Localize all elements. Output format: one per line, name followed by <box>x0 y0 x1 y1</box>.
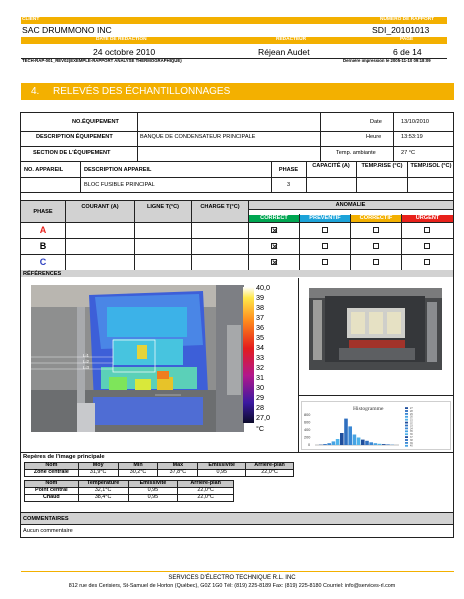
histogram-legend-label: 27 <box>410 407 413 410</box>
marks-cell: 37,8°C <box>158 470 198 477</box>
histogram-bar <box>344 419 348 445</box>
histogram-legend-swatch <box>405 422 408 424</box>
histogram-bar <box>348 426 352 445</box>
page-label: PAGE <box>400 37 414 42</box>
device-phase: 3 <box>286 182 291 188</box>
points-cell: Point central <box>25 488 79 495</box>
points-cell: 0,95 <box>128 495 178 502</box>
phase-a-correct-checkbox[interactable] <box>271 227 277 233</box>
points-cell: 38,4°C <box>78 495 128 502</box>
histogram-legend-label: 29 <box>410 412 413 416</box>
phase-b-urgent-checkbox[interactable] <box>424 243 430 249</box>
date-field-label: Date <box>370 119 382 125</box>
description-label: DESCRIPTION ÉQUIPEMENT <box>36 134 113 140</box>
scale-tick: 33 <box>256 353 264 362</box>
histogram-legend-swatch <box>405 430 408 432</box>
no-equipment-label: NO.ÉQUIPEMENT <box>72 119 119 125</box>
time-value: 13:53:19 <box>401 134 423 140</box>
ambient-value: 27 °C <box>401 150 416 156</box>
histogram-legend-swatch <box>405 416 408 418</box>
thermal-li3-label: Li3 <box>83 365 90 370</box>
doc-code: TECH-RAP-001_REV02(EXEMPLE-RAPPORT ANALYSE THERMOGRAPHIQUE) <box>22 58 182 63</box>
points-header: Emissivité <box>128 481 178 488</box>
marks-cell: 22,0°C <box>246 470 294 477</box>
device-description: BLOC FUSIBLE PRINCIPAL <box>84 182 155 188</box>
histogram-bar <box>386 444 390 445</box>
col-temp-isol: TEMP.ISOL (°C) <box>410 163 452 169</box>
visible-photo <box>309 288 442 370</box>
histogram-legend-swatch <box>405 433 408 435</box>
scale-tick: 27,0 <box>256 413 270 422</box>
points-header: Température <box>78 481 128 488</box>
scale-tick: 29 <box>256 393 264 402</box>
histogram-y-tick: 400 <box>304 428 311 432</box>
marks-header: Min <box>118 463 158 470</box>
histogram-bar <box>357 438 361 446</box>
marks-header: Emissivité <box>198 463 246 470</box>
page-number: 6 de 14 <box>393 47 422 57</box>
histogram-legend-swatch <box>405 436 408 438</box>
report-date: 24 octobre 2010 <box>93 47 156 57</box>
client-label: CLIENT <box>22 17 40 22</box>
histogram-legend-swatch <box>405 439 408 441</box>
date-field-value: 13/10/2010 <box>401 119 429 125</box>
marks-header: Arrière-plan <box>246 463 294 470</box>
marks-header: Max <box>158 463 198 470</box>
current-col-header: COURANT (A) <box>81 204 119 210</box>
histogram-legend-label: 31 <box>410 418 413 422</box>
histogram-legend-swatch <box>405 428 408 430</box>
histogram-bar <box>340 433 344 445</box>
phase-c-urgent-checkbox[interactable] <box>424 259 430 265</box>
histogram-bar <box>353 435 357 446</box>
comments-label: COMMENTAIRES <box>23 516 69 522</box>
phase-c-preventive-checkbox[interactable] <box>322 259 328 265</box>
scale-unit: °C <box>256 424 265 433</box>
line-col-header: LIGNE T(°C) <box>146 204 180 210</box>
phase-c-corrective-checkbox[interactable] <box>373 259 379 265</box>
report-number: SDI_20101013 <box>372 25 430 35</box>
temperature-scale-bar <box>243 287 254 423</box>
histogram-bar <box>382 444 386 445</box>
thermal-li1-label: Li1 <box>83 353 90 358</box>
histogram-legend-label: 32 <box>410 421 413 425</box>
scale-tick: 38 <box>256 303 264 312</box>
histogram-legend-label: 35 <box>410 430 413 434</box>
marks-header: Nom <box>25 463 79 470</box>
section-equipment-label: SECTION DE L'ÉQUIPEMENT <box>33 150 111 156</box>
histogram-legend-swatch <box>405 413 408 415</box>
histogram-legend-swatch <box>405 425 408 427</box>
histogram-bar <box>369 442 373 445</box>
phase-b-corrective-checkbox[interactable] <box>373 243 379 249</box>
histogram-y-tick: 800 <box>304 413 311 417</box>
scale-tick: 30 <box>256 383 264 392</box>
col-phase: PHASE <box>278 167 299 173</box>
histogram-legend-label: 28 <box>410 409 413 413</box>
section-number: 4. <box>31 86 40 97</box>
histogram-y-tick: 0 <box>308 443 311 447</box>
histogram-bar <box>365 441 369 445</box>
points-cell: Chaud <box>25 495 79 502</box>
marks-cell: Zone centrale <box>25 470 79 477</box>
load-col-header: CHARGE T(°C) <box>200 204 240 210</box>
image-marks-table-area <box>24 462 294 477</box>
phase-c-label: C <box>39 257 47 267</box>
image-marks-table-points <box>24 480 234 502</box>
thermal-image <box>31 285 244 432</box>
temperature-scale-labels <box>256 284 284 438</box>
date-label: DATE DE RÉDACTION <box>96 37 147 42</box>
scale-tick: 39 <box>256 293 264 302</box>
histogram-bar <box>361 440 365 445</box>
phase-a-label: A <box>39 225 47 235</box>
histogram-legend-label: 33 <box>410 424 413 428</box>
histogram-legend-swatch <box>405 442 408 444</box>
scale-tick: 40,0 <box>256 283 270 292</box>
thermal-li2-label: Li2 <box>83 359 90 364</box>
scale-tick: 36 <box>256 323 264 332</box>
histogram-legend-swatch <box>405 419 408 421</box>
marks-header: Moy <box>78 463 118 470</box>
marks-cell: 0,95 <box>198 470 246 477</box>
col-temp-rise: TEMP.RISE (°C) <box>361 163 403 169</box>
scale-tick: 32 <box>256 363 264 372</box>
points-cell: 0,95 <box>128 488 178 495</box>
comments-text: Aucun commentaire <box>23 528 73 534</box>
points-header: Nom <box>25 481 79 488</box>
phase-b-correct-checkbox[interactable] <box>271 243 277 249</box>
header-date-band <box>21 37 447 44</box>
histogram-bar <box>374 443 378 445</box>
footer-company: SERVICES D'ÉLECTRO TECHNIQUE R.L. INC <box>168 575 296 581</box>
client-name: SAC DRUMMONO INC <box>22 25 112 35</box>
histogram-legend-label: 37 <box>410 436 413 439</box>
histogram-bar <box>336 439 340 445</box>
author-label: RÉDACTEUR <box>276 37 307 42</box>
footer-address: 812 rue des Cerisiers, St-Samuel de Horton (Québec), G0Z 1G0 Tél: (819) 225-8189 Fax: (819) 225-8180 Courriel: info@services-rl.com <box>68 583 396 589</box>
histogram-legend-label: 34 <box>410 427 413 431</box>
histogram-legend-swatch <box>405 407 408 409</box>
image-marks-title: Repères de l'image principale <box>23 454 105 460</box>
histogram-legend-label: 40 <box>410 444 413 448</box>
histogram-bar <box>327 443 331 445</box>
phase-col-header: PHASE <box>33 209 53 215</box>
phase-a-preventive-checkbox[interactable] <box>322 227 328 233</box>
anomaly-col-header: ANOMALIE <box>335 202 366 208</box>
report-number-label: NUMÉRO DE RAPPORT <box>380 17 435 22</box>
scale-tick: 34 <box>256 343 264 352</box>
histogram-legend-label: 39 <box>410 441 413 445</box>
histogram-legend-label: 30 <box>410 415 413 419</box>
phase-b-label: B <box>39 241 47 251</box>
histogram-bar <box>332 441 336 445</box>
histogram-legend-swatch <box>405 445 408 447</box>
section-title: RELEVÉS DES ÉCHANTILLONNAGES <box>53 86 231 97</box>
scale-tick: 28 <box>256 403 264 412</box>
phase-a-corrective-checkbox[interactable] <box>373 227 379 233</box>
marks-cell: 30,2°C <box>118 470 158 477</box>
histogram-y-tick: 600 <box>304 420 311 425</box>
references-label: RÉFÉRENCES <box>23 270 62 277</box>
anomaly-correct: CORRECT <box>249 215 299 222</box>
phase-c-correct-checkbox[interactable] <box>271 259 277 265</box>
time-label: Heure <box>366 134 382 140</box>
histogram-legend-swatch <box>405 410 408 412</box>
histogram-bar <box>323 444 327 445</box>
histogram-title: Histogramme <box>353 406 384 412</box>
phase-b-preventive-checkbox[interactable] <box>322 243 328 249</box>
anomaly-preventive: PRÉVENTIF <box>300 215 350 222</box>
col-capacity: CAPACITÉ (A) <box>312 163 350 169</box>
anomaly-corrective: CORRECTIF <box>351 215 401 222</box>
anomaly-urgent: URGENT <box>402 215 453 222</box>
col-device-description: DESCRIPTION APPAREIL <box>84 167 152 173</box>
histogram-legend-label: 36 <box>410 433 413 437</box>
points-header: Arrière-plan <box>178 481 234 488</box>
col-device-number: NO. APPAREIL <box>24 167 64 173</box>
points-cell: 32,1°C <box>78 488 128 495</box>
histogram-legend-label: 38 <box>410 438 413 442</box>
histogram-chart <box>301 401 451 450</box>
scale-tick: 37 <box>256 313 264 322</box>
marks-cell: 31,9°C <box>78 470 118 477</box>
scale-tick: 35 <box>256 333 264 342</box>
histogram-bar <box>378 444 382 445</box>
points-cell: 22,0°C <box>178 488 234 495</box>
histogram-y-tick: 200 <box>304 435 311 440</box>
print-date: Dernière impression le 2005-11-10 09:18:09 <box>343 58 431 63</box>
points-cell: 22,0°C <box>178 495 234 502</box>
ambient-label: Temp. ambiante <box>336 150 376 156</box>
footer-rule <box>21 571 454 572</box>
phase-a-urgent-checkbox[interactable] <box>424 227 430 233</box>
scale-tick: 31 <box>256 373 264 382</box>
description-value: BANQUE DE CONDENSATEUR PRINCIPALE <box>140 134 256 140</box>
report-author: Réjean Audet <box>258 47 310 57</box>
